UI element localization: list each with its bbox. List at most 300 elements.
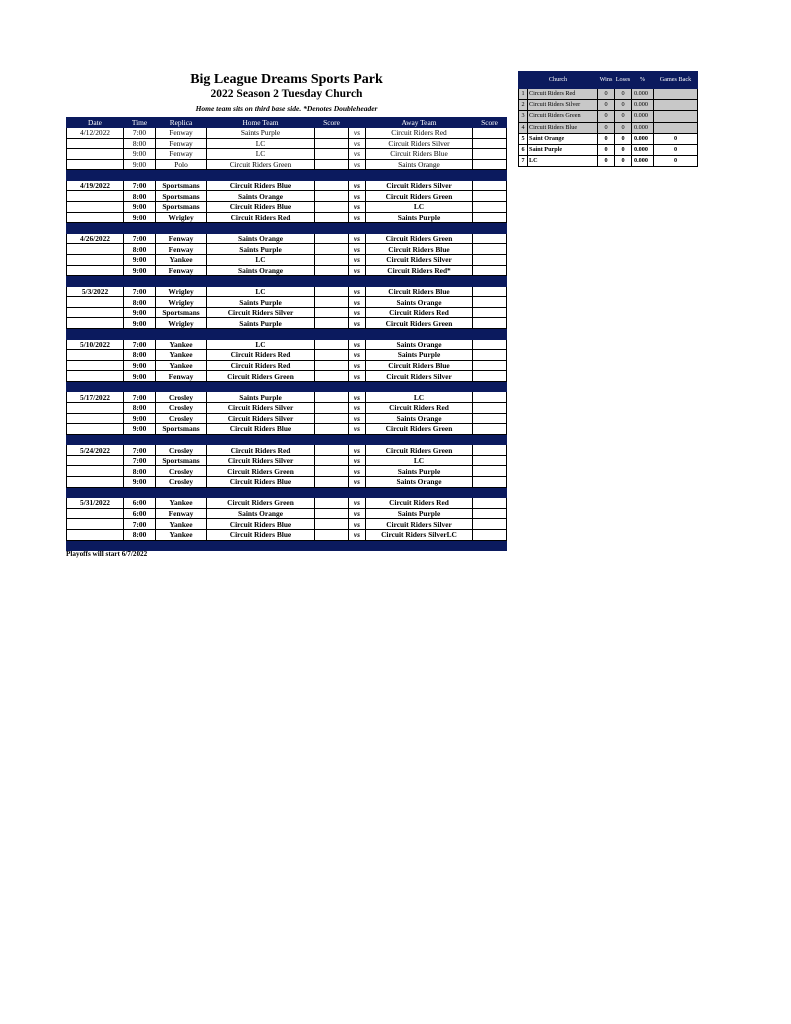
away-score [473,402,507,413]
standings-loses-header: Loses [615,72,632,89]
away-score [473,254,507,265]
game-row [67,149,507,160]
home-score [315,191,349,202]
home-score [315,318,349,329]
game-replica: Fenway [156,244,207,255]
home-score [315,413,349,424]
standings-loses: 0 [615,122,632,133]
standings-loses: 0 [615,100,632,111]
away-score [473,392,507,403]
standings-church-header: Church [519,72,598,89]
standings-wins: 0 [598,156,615,167]
game-date [67,466,124,477]
away-score [473,466,507,477]
away-team: Circuit Riders Silver [366,254,473,265]
game-replica: Sportsmans [156,191,207,202]
game-replica: Crosley [156,392,207,403]
col-time-header: Time [124,118,156,128]
standings-games-back [654,100,698,111]
away-team: Circuit Riders Blue [366,360,473,371]
away-team: Circuit Riders Blue [366,286,473,297]
vs-label: vs [349,138,366,149]
week-separator [67,381,507,392]
away-team: Circuit Riders Red [366,307,473,318]
home-score [315,297,349,308]
away-score [473,519,507,530]
standings-games-back: 0 [654,133,698,144]
week-separator [67,170,507,181]
game-row [67,212,507,223]
away-team: Saints Orange [366,413,473,424]
game-date [67,424,124,435]
away-team: Circuit Riders Green [366,233,473,244]
vs-label: vs [349,413,366,424]
game-time: 8:00 [124,466,156,477]
home-team: Saints Orange [207,191,315,202]
away-score [473,318,507,329]
week-separator-bar [67,487,507,498]
away-team: Circuit Riders Green [366,424,473,435]
game-date [67,413,124,424]
home-score [315,149,349,160]
game-time: 9:00 [124,212,156,223]
schedule-header-row [67,118,507,128]
week-separator-bar [67,381,507,392]
away-score [473,413,507,424]
home-team: Circuit Riders Silver [207,402,315,413]
home-score [315,254,349,265]
home-team: Circuit Riders Blue [207,519,315,530]
vs-label: vs [349,212,366,223]
game-date [67,371,124,382]
game-row [67,286,507,297]
home-team: Saints Orange [207,508,315,519]
vs-label: vs [349,128,366,139]
standings-wins: 0 [598,144,615,155]
game-date [67,191,124,202]
game-time: 7:00 [124,445,156,456]
home-team: Saints Purple [207,297,315,308]
home-team: Saints Orange [207,233,315,244]
home-team: LC [207,149,315,160]
game-replica: Fenway [156,138,207,149]
home-score [315,508,349,519]
away-team: Circuit Riders Red [366,402,473,413]
standings-rank: 4 [519,122,528,133]
standings-pct: 0.000 [632,111,654,122]
standings-row [519,89,698,100]
home-score [315,466,349,477]
game-date [67,149,124,160]
away-score [473,297,507,308]
vs-label: vs [349,265,366,276]
game-replica: Yankee [156,350,207,361]
vs-label: vs [349,424,366,435]
vs-label: vs [349,191,366,202]
home-team: Circuit Riders Red [207,360,315,371]
away-score [473,244,507,255]
away-team: Circuit Riders SilverLC [366,529,473,540]
game-row [67,455,507,466]
home-team: LC [207,339,315,350]
game-row [67,254,507,265]
vs-label: vs [349,149,366,160]
vs-label: vs [349,339,366,350]
standings-team: Circuit Riders Red [528,89,598,100]
standings-loses: 0 [615,89,632,100]
week-separator [67,434,507,445]
game-replica: Fenway [156,508,207,519]
game-replica: Wrigley [156,286,207,297]
col-away-team-header: Away Team [366,118,473,128]
vs-label: vs [349,466,366,477]
game-date [67,508,124,519]
away-score [473,159,507,170]
col-home-team-header: Home Team [207,118,315,128]
away-score [473,180,507,191]
game-row [67,529,507,540]
home-team: Saints Purple [207,318,315,329]
standings-rank: 1 [519,89,528,100]
game-replica: Yankee [156,254,207,265]
away-score [473,149,507,160]
game-replica: Crosley [156,413,207,424]
home-team: Circuit Riders Green [207,498,315,509]
game-date [67,265,124,276]
week-separator-bar [67,434,507,445]
vs-label: vs [349,307,366,318]
home-score [315,498,349,509]
vs-label: vs [349,233,366,244]
standings-wins: 0 [598,111,615,122]
game-row [67,265,507,276]
game-date [67,402,124,413]
game-time: 9:00 [124,254,156,265]
standings-row [519,111,698,122]
game-replica: Crosley [156,402,207,413]
away-score [473,138,507,149]
game-replica: Fenway [156,371,207,382]
standings-games-back [654,89,698,100]
vs-label: vs [349,392,366,403]
game-time: 6:00 [124,508,156,519]
vs-label: vs [349,318,366,329]
game-replica: Fenway [156,128,207,139]
game-date [67,159,124,170]
game-time: 9:00 [124,159,156,170]
game-time: 9:00 [124,424,156,435]
away-score [473,202,507,213]
away-team: Saints Purple [366,508,473,519]
game-row [67,402,507,413]
game-time: 8:00 [124,350,156,361]
home-score [315,519,349,530]
home-score [315,244,349,255]
game-time: 8:00 [124,244,156,255]
game-time: 7:00 [124,286,156,297]
home-team: Saints Purple [207,244,315,255]
standings-games-back [654,111,698,122]
vs-label: vs [349,350,366,361]
home-team: LC [207,138,315,149]
home-score [315,212,349,223]
standings-row [519,156,698,167]
game-row [67,318,507,329]
standings-team: LC [528,156,598,167]
home-score [315,350,349,361]
game-date [67,519,124,530]
game-date [67,244,124,255]
game-date [67,297,124,308]
home-score [315,371,349,382]
standings-loses: 0 [615,133,632,144]
game-date [67,360,124,371]
standings-games-back-header: Games Back [654,72,698,89]
standings-wins: 0 [598,100,615,111]
away-score [473,128,507,139]
game-date [67,138,124,149]
home-team: Circuit Riders Blue [207,529,315,540]
home-score [315,286,349,297]
home-score [315,128,349,139]
game-time: 8:00 [124,191,156,202]
week-separator-bar [67,329,507,340]
away-score [473,360,507,371]
game-replica: Yankee [156,519,207,530]
game-replica: Crosley [156,466,207,477]
standings-row [519,100,698,111]
away-score [473,307,507,318]
away-team: Circuit Riders Silver [366,138,473,149]
game-replica: Yankee [156,360,207,371]
game-replica: Polo [156,159,207,170]
standings-table [518,71,698,167]
away-team: Saints Orange [366,339,473,350]
standings-row [519,133,698,144]
home-score [315,307,349,318]
away-score [473,445,507,456]
away-score [473,286,507,297]
vs-label: vs [349,159,366,170]
away-team: Circuit Riders Silver [366,371,473,382]
away-team: LC [366,392,473,403]
game-time: 7:00 [124,519,156,530]
game-replica: Fenway [156,233,207,244]
away-team: Saints Orange [366,159,473,170]
schedule-table [66,117,507,551]
game-time: 9:00 [124,318,156,329]
vs-label: vs [349,254,366,265]
game-row [67,350,507,361]
standings-games-back: 0 [654,156,698,167]
home-team: Circuit Riders Blue [207,180,315,191]
game-row [67,128,507,139]
standings-wins: 0 [598,133,615,144]
away-score [473,498,507,509]
home-team-note: Home team sits on third base side. *Denotes Doubleheader [195,104,378,113]
home-score [315,402,349,413]
home-score [315,159,349,170]
home-team: Circuit Riders Silver [207,413,315,424]
week-separator [67,276,507,287]
game-row [67,244,507,255]
home-team: Circuit Riders Silver [207,307,315,318]
game-replica: Wrigley [156,297,207,308]
standings-rank: 2 [519,100,528,111]
game-time: 8:00 [124,529,156,540]
game-row [67,392,507,403]
game-replica: Sportsmans [156,202,207,213]
game-date: 5/10/2022 [67,339,124,350]
away-score [473,424,507,435]
away-score [473,508,507,519]
standings-rank: 5 [519,133,528,144]
standings-loses: 0 [615,111,632,122]
away-team: Saints Purple [366,466,473,477]
game-replica: Crosley [156,477,207,488]
game-row [67,339,507,350]
standings-loses: 0 [615,156,632,167]
standings-games-back: 0 [654,144,698,155]
game-time: 9:00 [124,371,156,382]
home-team: Circuit Riders Green [207,159,315,170]
game-time: 7:00 [124,128,156,139]
home-score [315,392,349,403]
game-time: 7:00 [124,339,156,350]
game-date [67,202,124,213]
game-row [67,371,507,382]
away-team: Circuit Riders Silver [366,180,473,191]
week-separator [67,329,507,340]
game-row [67,297,507,308]
standings-team: Circuit Riders Green [528,111,598,122]
home-score [315,424,349,435]
game-row [67,138,507,149]
away-team: LC [366,202,473,213]
away-score [473,477,507,488]
game-date: 4/12/2022 [67,128,124,139]
game-replica: Wrigley [156,212,207,223]
home-team: Circuit Riders Blue [207,424,315,435]
vs-label: vs [349,519,366,530]
col-date-header: Date [67,118,124,128]
away-team: Circuit Riders Silver [366,519,473,530]
home-team: Circuit Riders Blue [207,202,315,213]
game-date [67,529,124,540]
away-score [473,233,507,244]
standings-rank: 6 [519,144,528,155]
game-date [67,350,124,361]
game-time: 9:00 [124,149,156,160]
standings-loses: 0 [615,144,632,155]
standings-games-back [654,122,698,133]
standings-pct: 0.000 [632,122,654,133]
game-time: 7:00 [124,180,156,191]
away-score [473,371,507,382]
away-team: Circuit Riders Green [366,318,473,329]
home-team: LC [207,254,315,265]
home-team: Circuit Riders Red [207,350,315,361]
away-team: Circuit Riders Green [366,445,473,456]
away-team: Circuit Riders Red* [366,265,473,276]
away-score [473,212,507,223]
home-team: LC [207,286,315,297]
standings-rank: 3 [519,111,528,122]
game-row [67,202,507,213]
home-team: Circuit Riders Red [207,212,315,223]
vs-label: vs [349,297,366,308]
playoffs-note: Playoffs will start 6/7/2022 [66,550,148,558]
week-separator-bar [67,276,507,287]
page-title: Big League Dreams Sports Park [190,72,383,87]
col-vs-header [349,118,366,128]
game-row [67,360,507,371]
standings-pct: 0.000 [632,89,654,100]
page-subtitle: 2022 Season 2 Tuesday Church [210,88,363,100]
home-score [315,180,349,191]
game-row [67,519,507,530]
standings-row [519,144,698,155]
game-row [67,466,507,477]
standings-wins: 0 [598,122,615,133]
away-score [473,265,507,276]
vs-label: vs [349,529,366,540]
game-date: 5/24/2022 [67,445,124,456]
game-row [67,159,507,170]
vs-label: vs [349,286,366,297]
home-score [315,138,349,149]
vs-label: vs [349,360,366,371]
home-score [315,339,349,350]
game-date [67,254,124,265]
home-score [315,202,349,213]
week-separator-bar [67,170,507,181]
week-separator-bar [67,540,507,551]
game-time: 7:00 [124,233,156,244]
away-team: Circuit Riders Blue [366,149,473,160]
game-replica: Sportsmans [156,424,207,435]
home-team: Circuit Riders Blue [207,477,315,488]
game-date [67,455,124,466]
game-time: 9:00 [124,265,156,276]
home-team: Saints Purple [207,392,315,403]
game-replica: Crosley [156,445,207,456]
away-score [473,455,507,466]
game-replica: Wrigley [156,318,207,329]
game-replica: Yankee [156,529,207,540]
game-row [67,413,507,424]
game-replica: Sportsmans [156,455,207,466]
standings-pct: 0.000 [632,156,654,167]
game-date: 5/17/2022 [67,392,124,403]
vs-label: vs [349,455,366,466]
game-time: 9:00 [124,360,156,371]
game-row [67,233,507,244]
schedule-body [67,128,507,551]
standings-wins-header: Wins [598,72,615,89]
home-team: Circuit Riders Red [207,445,315,456]
away-score [473,191,507,202]
away-score [473,529,507,540]
game-replica: Yankee [156,339,207,350]
game-replica: Fenway [156,265,207,276]
away-team: Saints Purple [366,212,473,223]
game-date: 5/31/2022 [67,498,124,509]
game-time: 8:00 [124,297,156,308]
standings-pct: 0.000 [632,133,654,144]
vs-label: vs [349,244,366,255]
game-time: 9:00 [124,413,156,424]
